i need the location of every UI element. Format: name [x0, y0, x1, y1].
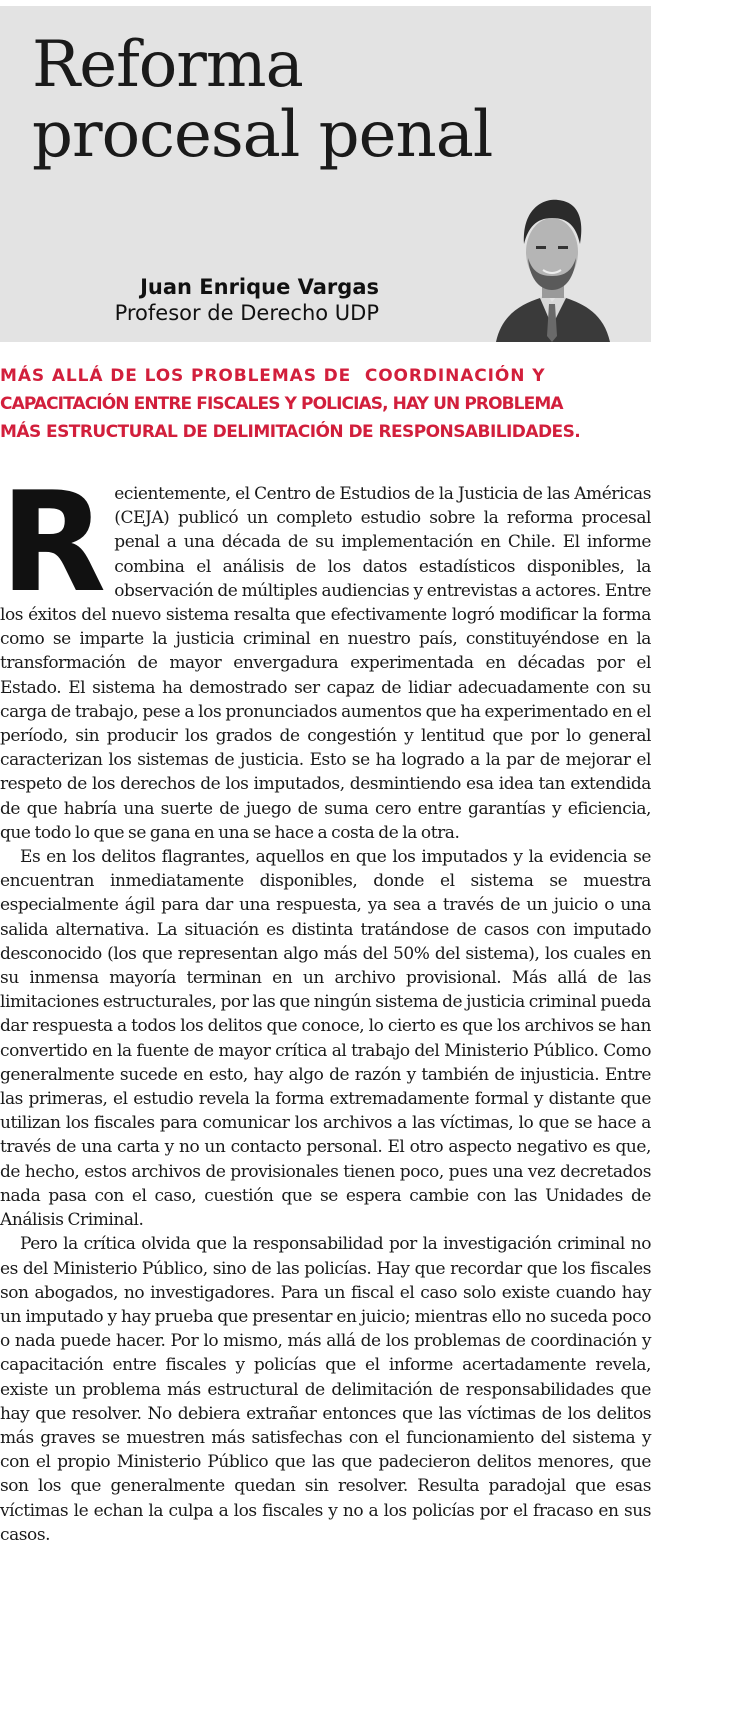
paragraph-1-text: ecientemente, el Centro de Estudios de la Justicia de las Américas (CEJA) publicó un completo estudio sobre la reforma procesal penal a una década de su implementación en Chile. El informe combina el análisis de los datos estadísticos disponibles, la observación de múltiples audiencias y entrevistas a actores. Entre los éxitos del nuevo sistema resalta que efectivamente logró modificar la forma como se imparte la justicia criminal en nuestro país, constituyéndose en la transformación de mayor envergadura experimentada en décadas por el Estado. El sistema ha demostrado ser capaz de lidiar adecuadamente con su carga de trabajo, pese a los pronunciados aumentos que ha experimentado en el período, sin producir los grados de congestión y lentitud que por lo general caracterizan los sistemas de justicia. Esto se ha logrado a la par de mejorar el respeto de los derechos de los imputados, desmintiendo esa idea tan extendida de que habría una suerte de juego de suma cero entre garantías y eficiencia, que todo lo que se gana en una se hace a costa de la otra.	[0, 484, 651, 843]
article-deck	[0, 362, 651, 446]
deck-line-3: MÁS ESTRUCTURAL DE DELIMITACIÓN DE RESPONSABILIDADES.	[0, 422, 581, 442]
article-title	[32, 30, 492, 170]
article-body	[0, 462, 651, 1547]
author-role: Profesor de Derecho UDP	[114, 301, 379, 325]
deck-line-1: MÁS ALLÁ DE LOS PROBLEMAS DE COORDINACIÓN Y	[0, 366, 546, 386]
title-line-1: Reforma	[32, 28, 303, 102]
paragraph-1	[0, 462, 651, 845]
title-line-2: procesal penal	[32, 98, 493, 172]
paragraph-3: Pero la crítica olvida que la responsabilidad por la investigación criminal no es del Ministerio Público, sino de las policías. Hay que recordar que los fiscales son abogados, no investigadores. Para un fiscal el caso solo existe cuando hay un imputado y hay prueba que presentar en juicio; mientras ello no suceda poco o nada puede hacer. Por lo mismo, más allá de los problemas de coordinación y capacitación entre fiscales y policías que el informe acertadamente revela, existe un problema más estructural de delimitación de responsabilidades que hay que resolver. No debiera extrañar entonces que las víctimas de los delitos más graves se muestren más satisfechas con el funcionamiento del sistema y con el propio Ministerio Público que las que padecieron delitos menores, que son los que generalmente quedan sin resolver. Resulta paradojal que esas víctimas le echan la culpa a los fiscales y no a los policías por el fracaso en sus casos.	[0, 1234, 651, 1545]
drop-cap: R	[0, 462, 107, 623]
header-box	[0, 6, 651, 342]
author-name: Juan Enrique Vargas	[140, 275, 379, 299]
paragraph-2: Es en los delitos flagrantes, aquellos en que los imputados y la evidencia se encuentran inmediatamente disponibles, donde el sistema se muestra especialmente ágil para dar una respuesta, ya sea a través de un juicio o una salida alternativa. La situación es distinta tratándose de casos con imputado desconocido (los que representan algo más del 50% del sistema), los cuales en su inmensa mayoría terminan en un archivo provisional. Más allá de las limitaciones estructurales, por las que ningún sistema de justicia criminal pueda dar respuesta a todos los delitos que conoce, lo cierto es que los archivos se han convertido en la fuente de mayor crítica al trabajo del Ministerio Público. Como generalmente sucede en esto, hay algo de razón y también de injusticia. Entre las primeras, el estudio revela la forma extremadamente formal y distante que utilizan los fiscales para comunicar los archivos a las víctimas, lo que se hace a través de una carta y no un contacto personal. El otro aspecto negativo es que, de hecho, estos archivos de provisionales tienen poco, pues una vez decretados nada pasa con el caso, cuestión que se espera cambie con las Unidades de Análisis Criminal.	[0, 847, 651, 1231]
author-portrait	[488, 186, 616, 342]
deck-line-2: CAPACITACIÓN ENTRE FISCALES Y POLICIAS, HAY UN PROBLEMA	[0, 394, 563, 414]
